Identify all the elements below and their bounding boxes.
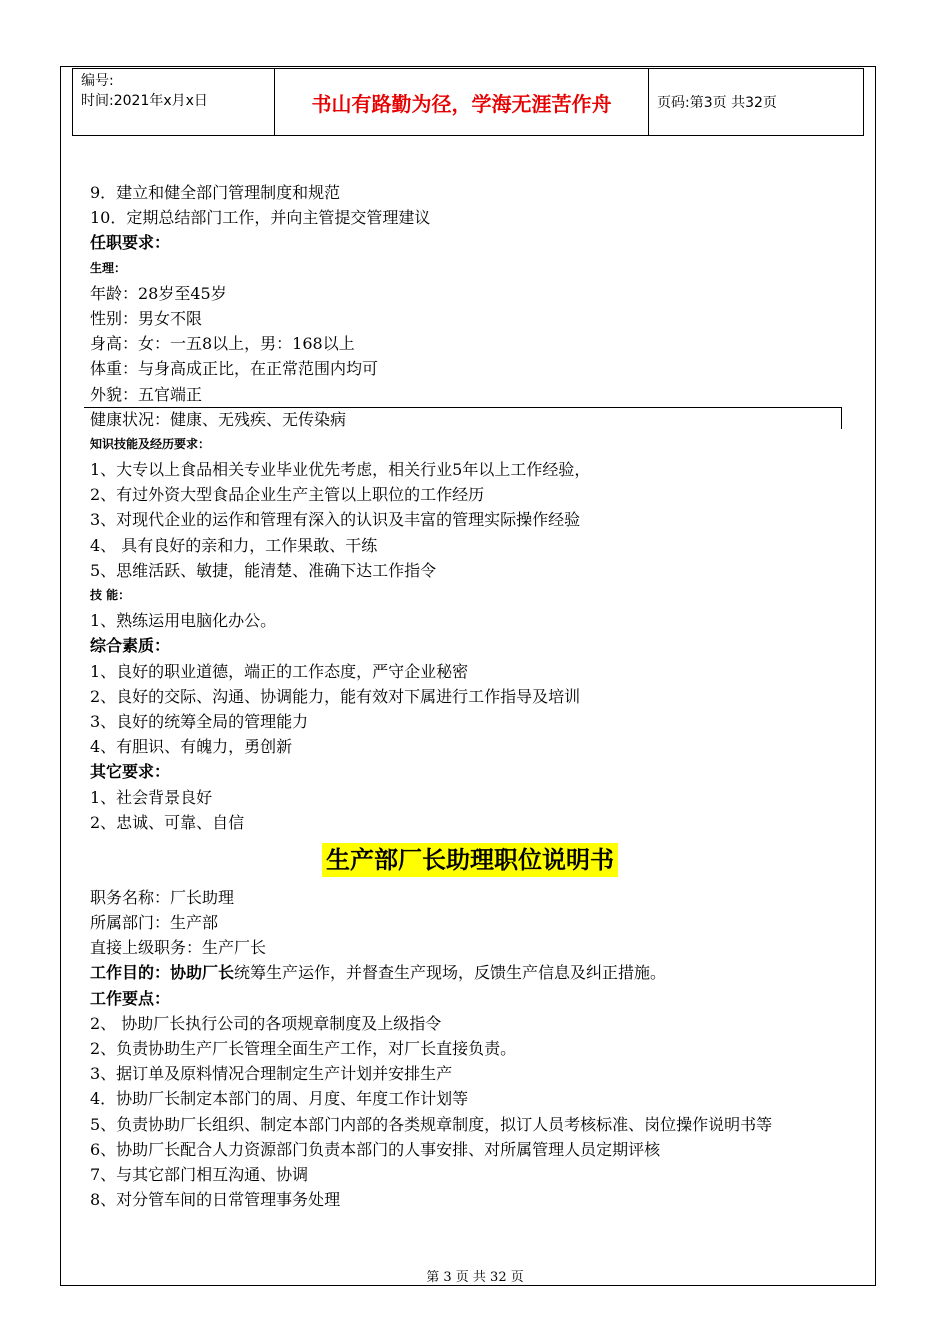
duty-item: 10．定期总结部门工作，并向主管提交管理建议 [90, 208, 431, 228]
requirements-heading: 任职要求： [90, 233, 171, 253]
skills-item: 1、熟练运用电脑化办公。 [90, 611, 277, 631]
knowledge-heading: 知识技能及经历要求： [90, 436, 211, 451]
job-name: 职务名称：厂长助理 [90, 887, 235, 907]
age-requirement: 年龄：28岁至45岁 [90, 283, 227, 303]
quality-item: 2、良好的交际、沟通、协调能力，能有效对下属进行工作指导及培训 [90, 686, 581, 706]
work-point: 8、对分管车间的日常管理事务处理 [90, 1189, 341, 1209]
health-requirement-row [90, 407, 850, 432]
knowledge-item: 5、思维活跃、敏捷，能清楚、准确下达工作指令 [90, 560, 437, 580]
work-point: 6、协助厂长配合人力资源部门负责本部门的人事安排、对所属管理人员定期评核 [90, 1139, 661, 1159]
work-purpose-label: 工作目的：协助厂长 [90, 963, 235, 983]
work-points-heading: 工作要点： [90, 988, 171, 1008]
quality-item: 4、有胆识、有魄力，勇创新 [90, 737, 293, 757]
duty-item: 9．建立和健全部门管理制度和规范 [90, 183, 341, 202]
page-footer: 第 3 页 共 32 页 [426, 1270, 524, 1285]
other-requirements-heading: 其它要求： [90, 762, 171, 782]
work-point: 7、与其它部门相互沟通、协调 [90, 1164, 309, 1184]
physiology-heading: 生理： [90, 260, 127, 275]
department: 所属部门：生产部 [90, 913, 219, 933]
work-point: 4．协助厂长制定本部门的周、月度、年度工作计划等 [90, 1089, 469, 1109]
quality-item: 3、良好的统筹全局的管理能力 [90, 711, 309, 731]
header-motto: 书山有路勤为径，学海无涯苦作舟 [275, 69, 649, 135]
height-requirement: 身高：女：一五8以上，男：168以上 [90, 334, 355, 354]
work-point: 5、负责协助厂长组织、制定本部门内部的各类规章制度，拟订人员考核标准、岗位操作说明书等 [90, 1114, 773, 1134]
quality-item: 1、良好的职业道德，端正的工作态度，严守企业秘密 [90, 661, 469, 681]
table-border-fragment [84, 407, 842, 429]
quality-heading: 综合素质： [90, 636, 171, 656]
appearance-requirement: 外貌：五官端正 [90, 384, 203, 404]
work-point: 2、负责协助生产厂长管理全面生产工作，对厂长直接负责。 [90, 1039, 517, 1058]
document-time-label: 时间:2021年x月x日 [81, 93, 208, 109]
document-body [90, 180, 850, 1212]
knowledge-item: 1、大专以上食品相关专业毕业优先考虑，相关行业5年以上工作经验， [90, 460, 591, 480]
other-item: 1、社会背景良好 [90, 787, 213, 807]
work-purpose [90, 960, 850, 985]
other-item: 2、忠诚、可靠、自信 [90, 812, 245, 832]
document-number-label: 编号: [81, 73, 114, 89]
knowledge-item: 4、 具有良好的亲和力，工作果敢、干练 [90, 535, 378, 555]
work-purpose-text: 统筹生产运作，并督查生产现场，反馈生产信息及纠正措施。 [234, 963, 667, 983]
health-requirement: 健康状况：健康、无残疾、无传染病 [90, 409, 347, 429]
doc-title-row [90, 835, 850, 885]
work-point: 3、据订单及原料情况合理制定生产计划并安排生产 [90, 1064, 453, 1084]
header-table [72, 68, 864, 136]
doc-title: 生产部厂长助理职位说明书 [322, 843, 618, 877]
direct-superior: 直接上级职务：生产厂长 [90, 938, 267, 958]
work-point: 2、 协助厂长执行公司的各项规章制度及上级指令 [90, 1013, 442, 1033]
knowledge-item: 3、对现代企业的运作和管理有深入的认识及丰富的管理实际操作经验 [90, 510, 581, 530]
header-page-code: 页码:第3页 共32页 [657, 95, 777, 111]
weight-requirement: 体重：与身高成正比，在正常范围内均可 [90, 359, 379, 379]
knowledge-item: 2、有过外资大型食品企业生产主管以上职位的工作经历 [90, 485, 485, 505]
skills-heading: 技 能： [90, 588, 131, 602]
header-meta-cell [73, 69, 275, 135]
gender-requirement: 性别：男女不限 [90, 308, 203, 328]
